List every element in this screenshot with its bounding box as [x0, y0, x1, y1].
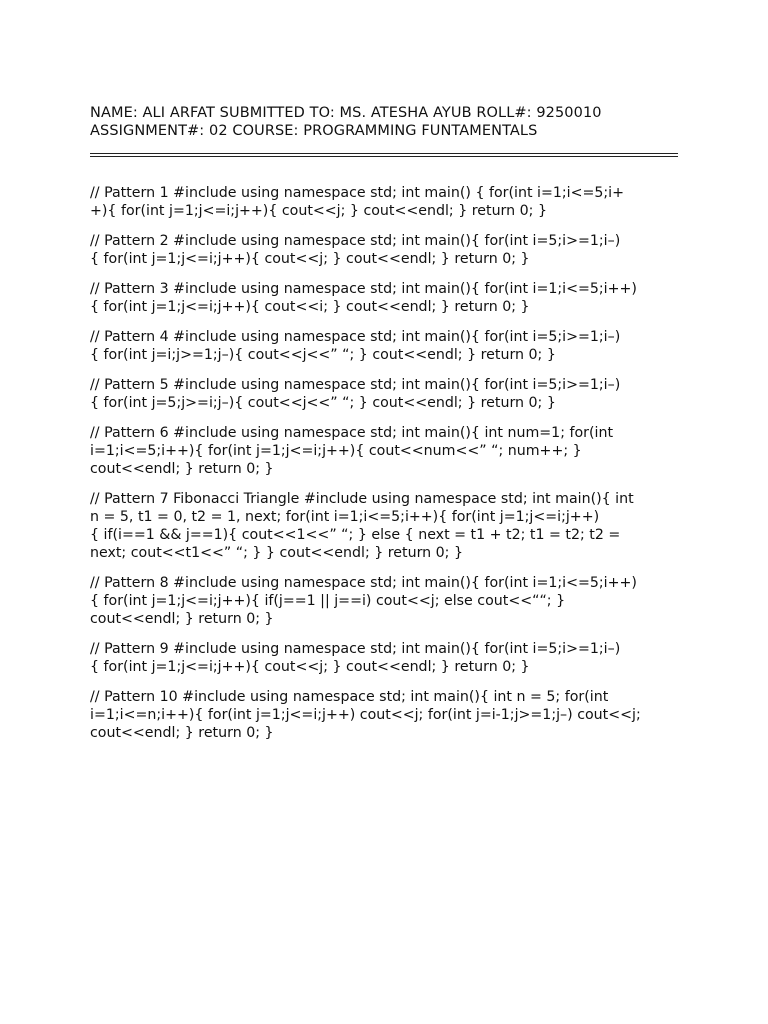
pattern-8-code: // Pattern 8 #include using namespace std; int main(){ for(int i=1;i<=5;i++) { for(int j=1;j<=i;j++){ if(j==1 || j==i) cout<<j; else cout<<““; } cout<<endl; } return 0; }	[90, 575, 637, 627]
pattern-6-code: // Pattern 6 #include using namespace std; int main(){ int num=1; for(int i=1;i<=5;i++){ for(int j=1;j<=i;j++){ cout<<num<<” “; num++; } cout<<endl; } return 0; }	[90, 425, 614, 477]
pattern-4-code: // Pattern 4 #include using namespace std; int main(){ for(int i=5;i>=1;i–) { for(int j=i;j>=1;j–){ cout<<j<<” “; } cout<<endl; } return 0; }	[90, 329, 621, 363]
document-header	[90, 104, 680, 140]
header-line-2: ASSIGNMENT#: 02 COURSE: PROGRAMMING FUNTAMENTALS	[90, 123, 538, 139]
pattern-3-code: // Pattern 3 #include using namespace std; int main(){ for(int i=1;i<=5;i++) { for(int j=1;j<=i;j++){ cout<<i; } cout<<endl; } return 0; }	[90, 281, 637, 315]
header-line-1: NAME: ALI ARFAT SUBMITTED TO: MS. ATESHA AYUB ROLL#: 9250010	[90, 105, 602, 121]
header-divider	[90, 153, 678, 157]
pattern-7-code: // Pattern 7 Fibonacci Triangle #include using namespace std; int main(){ int n = 5, t1 = 0, t2 = 1, next; for(int i=1;i<=5;i++){ for(int j=1;j<=i;j++) { if(i==1 && j==1){ cout<<1<<” “; } else { next = t1 + t2; t1 = t2; t2 = next; cout<<t1<<” “; } } cout<<endl; } return 0; }	[90, 491, 634, 561]
document-page	[90, 104, 680, 754]
pattern-1-code: // Pattern 1 #include using namespace std; int main() { for(int i=1;i<=5;i+ +){ for(int j=1;j<=i;j++){ cout<<j; } cout<<endl; } return 0; }	[90, 185, 625, 219]
pattern-5-code: // Pattern 5 #include using namespace std; int main(){ for(int i=5;i>=1;i–) { for(int j=5;j>=i;j–){ cout<<j<<” “; } cout<<endl; } return 0; }	[90, 377, 621, 411]
pattern-10-code: // Pattern 10 #include using namespace std; int main(){ int n = 5; for(int i=1;i<=n;i++){ for(int j=1;j<=i;j++) cout<<j; for(int j=i-1;j>=1;j–) cout<<j; cout<<endl; } return 0; }	[90, 689, 641, 741]
pattern-2-code: // Pattern 2 #include using namespace std; int main(){ for(int i=5;i>=1;i–) { for(int j=1;j<=i;j++){ cout<<j; } cout<<endl; } return 0; }	[90, 233, 621, 267]
pattern-list	[90, 184, 680, 742]
pattern-9-code: // Pattern 9 #include using namespace std; int main(){ for(int i=5;i>=1;i–) { for(int j=1;j<=i;j++){ cout<<j; } cout<<endl; } return 0; }	[90, 641, 621, 675]
